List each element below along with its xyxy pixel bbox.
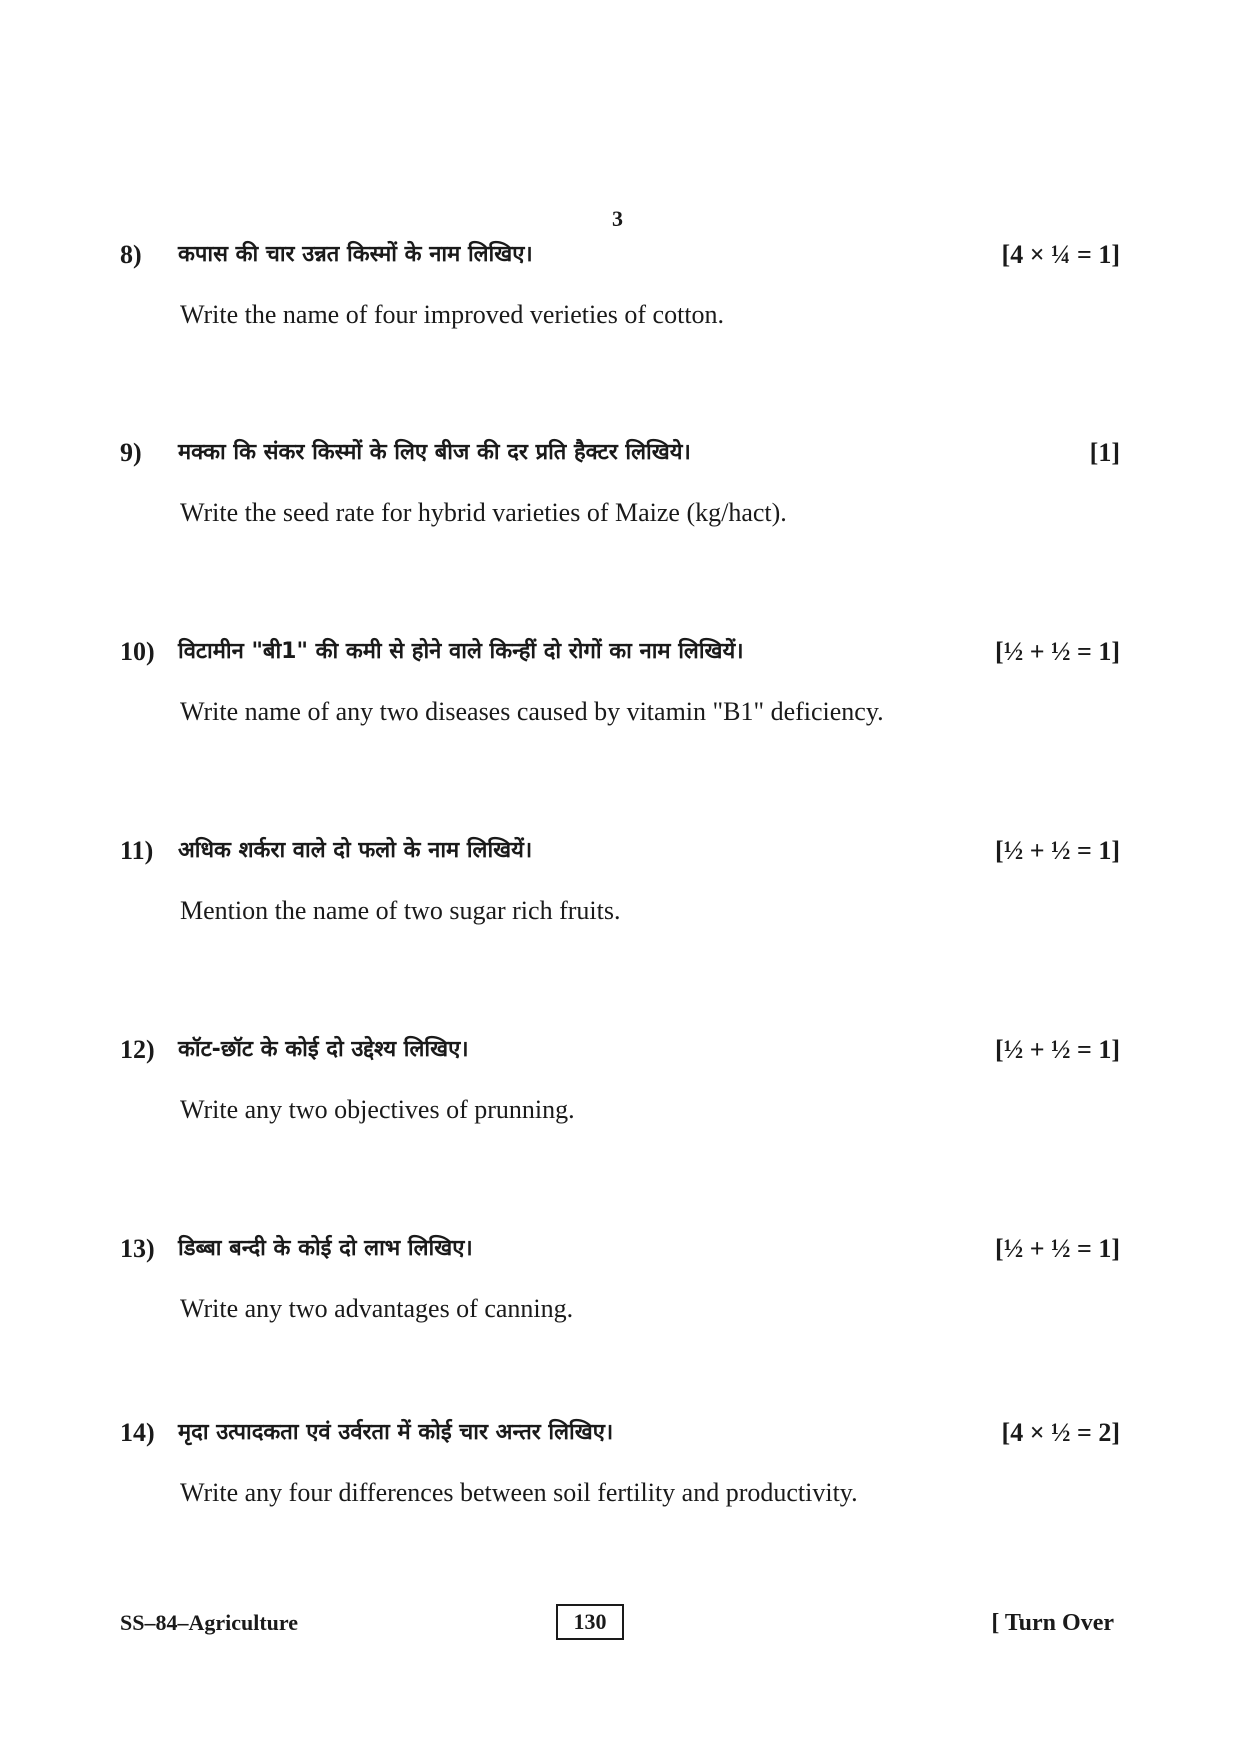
question-header — [120, 831, 1120, 871]
question-marks: [½ + ½ = 1] — [995, 1234, 1120, 1263]
question-number: 14) — [120, 1418, 155, 1447]
question-header — [120, 433, 1120, 473]
sheet-number-box: 130 — [556, 1604, 624, 1640]
question-text-english: Write the seed rate for hybrid varieties of Maize (kg/hact). — [180, 498, 787, 527]
question-number: 11) — [120, 836, 154, 865]
question-text-english: Mention the name of two sugar rich fruits. — [180, 896, 621, 925]
question-12 — [120, 1030, 1120, 1124]
question-marks: [4 × ¼ = 1] — [1001, 240, 1120, 269]
question-marks: [1] — [1089, 438, 1120, 467]
question-header — [120, 1030, 1120, 1070]
question-marks: [4 × ½ = 2] — [1001, 1418, 1120, 1447]
question-number: 9) — [120, 438, 142, 467]
paper-code: SS–84–Agriculture — [120, 1610, 299, 1635]
question-text-english: Write any two objectives of prunning. — [180, 1095, 575, 1124]
question-text-hindi: अधिक शर्करा वाले दो फलो के नाम लिखियें। — [178, 838, 533, 863]
question-text-hindi: कॉट-छॉट के कोई दो उद्देश्य लिखिए। — [178, 1037, 469, 1062]
question-text-english: Write any two advantages of canning. — [180, 1294, 574, 1323]
question-marks: [½ + ½ = 1] — [995, 637, 1120, 666]
turn-over-label: [ Turn Over — [991, 1610, 1114, 1636]
question-text-hindi: डिब्बा बन्दी के कोई दो लाभ लिखिए। — [178, 1236, 473, 1261]
question-13 — [120, 1229, 1120, 1323]
question-number: 13) — [120, 1234, 155, 1263]
question-header — [120, 1229, 1120, 1269]
question-8 — [120, 235, 1120, 329]
question-number: 8) — [120, 240, 142, 269]
page-number: 3 — [612, 206, 623, 231]
question-11 — [120, 831, 1120, 925]
question-text-hindi: विटामीन "बी1" की कमी से होने वाले किन्हीं दो रोगों का नाम लिखियें। — [178, 639, 744, 664]
question-number: 10) — [120, 637, 155, 666]
question-text-english: Write name of any two diseases caused by vitamin "B1" deficiency. — [180, 697, 884, 726]
question-marks: [½ + ½ = 1] — [995, 1035, 1120, 1064]
question-header — [120, 235, 1120, 275]
question-10 — [120, 632, 1120, 726]
question-9 — [120, 433, 1120, 527]
question-text-hindi: मृदा उत्पादकता एवं उर्वरता में कोई चार अन्तर लिखिए। — [178, 1420, 614, 1445]
question-text-english: Write any four differences between soil fertility and productivity. — [180, 1478, 858, 1507]
question-header — [120, 1413, 1120, 1453]
question-number: 12) — [120, 1035, 155, 1064]
question-marks: [½ + ½ = 1] — [995, 836, 1120, 865]
question-14 — [120, 1413, 1120, 1507]
question-text-english: Write the name of four improved verieties of cotton. — [180, 300, 725, 329]
question-text-hindi: कपास की चार उन्नत किस्मों के नाम लिखिए। — [178, 242, 533, 267]
question-text-hindi: मक्का कि संकर किस्मों के लिए बीज की दर प्रति हैक्टर लिखिये। — [178, 440, 691, 465]
question-header — [120, 632, 1120, 672]
